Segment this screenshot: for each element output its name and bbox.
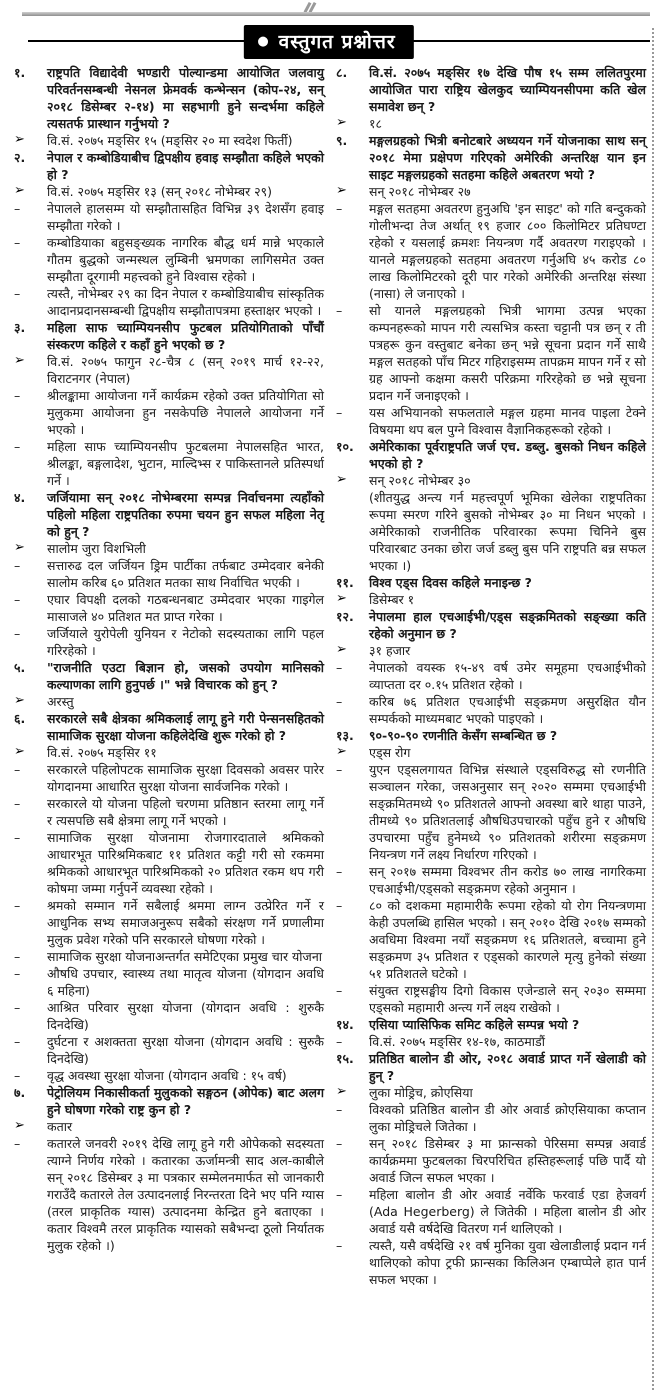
question-row: [14, 1084, 324, 1118]
answer-row: [14, 183, 324, 200]
qa-item: [14, 710, 324, 1084]
dash-marker: –: [336, 1238, 343, 1253]
question-number: १०.: [336, 439, 354, 454]
detail-text: जर्जियाले युरोपेली युनियन र नेटोको सदस्यताका लागि पहल गरिरहेको ।: [47, 626, 324, 658]
detail-text: सत्तारुढ दल जर्जियन ड्रिम पार्टीका तर्फबाट उम्मेदवार बनेकी सालोम करिब ६० प्रतिशत मतका साथ निर्वाचित भएकी ।: [47, 558, 324, 590]
dash-marker: –: [336, 898, 343, 913]
question-number: १५.: [336, 1051, 354, 1066]
detail-row: [336, 302, 646, 404]
dash-marker: –: [14, 762, 21, 777]
detail-text: यस अभियानको सफलताले मङ्गल ग्रहमा मानव पाइला टेक्ने विषयमा थप बल पुग्ने विश्वास वैज्ञानिकहरूको रहेको ।: [369, 405, 646, 437]
question-text: प्रतिष्ठित बालोन डी ओर, २०१८ अवार्ड प्राप्त गर्ने खेलाडी को हुन् ?: [369, 1051, 646, 1083]
detail-row: [14, 387, 324, 438]
question-text: नेपालमा हाल एचआईभी/एड्स सङ्क्रमितको सङ्ख्या कति रहेको अनुमान छ ?: [369, 609, 646, 641]
question-text: "राजनीति एउटा बिज्ञान हो, जसको उपयोग मानिसको कल्याणका लागि हुनुपर्छ ।" भन्ने विचारक को हुन् ?: [47, 660, 324, 692]
question-number: १३.: [336, 728, 354, 743]
question-text: महिला साफ च्याम्पियनसीप फुटबल प्रतियोगिताको पाँचौं संस्करण कहिले र कहाँ हुने भएको छ ?: [47, 320, 324, 352]
question-row: [336, 608, 646, 642]
detail-row: [14, 200, 324, 234]
answer-row: [14, 353, 324, 387]
dash-marker: –: [336, 1034, 343, 1049]
answer-row: [14, 744, 324, 761]
answer-row: [14, 540, 324, 557]
dash-marker: –: [14, 1000, 21, 1015]
dash-marker: –: [14, 439, 21, 454]
question-row: [336, 1050, 646, 1084]
detail-row: [14, 999, 324, 1033]
detail-text: मङ्गल सतहमा अवतरण हुनुअघि 'इन साइट' को गति बन्दुकको गोलीभन्दा तेज अर्थात् १९ हजार ८०० किलोमिटर प्रतिघण्टा रहेको र यसलाई क्रमशः नियन्त्रण गर्दै अवतरण गराइएको । यानले मङ्गलग्रहको सतहमा अवतरण गर्नुअघि ४५ करोड ८० लाख किलोमिटरको दूरी पार गरेको अमेरिकी अन्तरिक्ष संस्था (नासा) ले जनाएको ।: [369, 201, 646, 301]
answer-text: वि.सं. २०७५ मङ्सिर १५ (मङ्सिर २० मा स्वदेश फिर्ती): [47, 133, 293, 148]
question-text: विश्व एड्स दिवस कहिले मनाइन्छ ?: [369, 575, 532, 590]
section-title-banner: [243, 25, 413, 59]
answer-row: [336, 591, 646, 608]
answer-text: वि.सं. २०७५ मङ्सिर १३ (सन् २०१८ नोभेम्बर २९): [47, 184, 273, 199]
answer-text: सन् २०१८ नोभेम्बर ३०: [369, 473, 471, 488]
question-number: ७.: [14, 1085, 26, 1100]
detail-text: त्यस्तै, नोभेम्बर २९ का दिन नेपाल र कम्बोडियाबीच सांस्कृतिक आदानप्रदानसम्बन्धी द्विपक्षीय सम्झौतापत्रमा हस्ताक्षर भएको ।: [47, 286, 324, 318]
dash-marker: –: [14, 235, 21, 250]
answer-text: वि.सं. २०७५ मङ्सिर ११: [47, 745, 157, 760]
question-row: [336, 574, 646, 591]
dash-marker: –: [14, 796, 21, 811]
detail-row: [336, 761, 646, 863]
detail-row: [336, 200, 646, 302]
question-text: वि.सं. २०७५ मङ्सिर १७ देखि पौष १५ सम्म ललितपुरमा आयोजित पारा राष्ट्रिय खेलकुद च्याम्पियनसीपमा कति खेल समावेश छन् ?: [369, 65, 646, 114]
column-left: [14, 64, 324, 1288]
detail-row: [336, 1101, 646, 1135]
question-number: ४.: [14, 490, 26, 505]
answer-pen-icon: ➢: [14, 540, 25, 555]
detail-text: त्यस्तै, यसै वर्षदेखि २१ वर्ष मुनिका युवा खेलाडीलाई प्रदान गर्न थालिएको कोपा ट्रफी फ्रान्सका किलिअन एम्बाप्पेले हात पार्न सफल भएका ।: [369, 1238, 646, 1287]
qa-item: [336, 1050, 646, 1288]
detail-row: [14, 591, 324, 625]
answer-row: [336, 744, 646, 761]
detail-row: [336, 1237, 646, 1288]
answer-pen-icon: ➢: [14, 132, 25, 147]
dash-marker: –: [336, 1136, 343, 1151]
answer-text: सन् २०१८ नोभेम्बर २७: [369, 184, 471, 199]
detail-row: [336, 1135, 646, 1186]
answer-pen-icon: ➢: [336, 642, 347, 657]
question-number: १.: [14, 65, 26, 80]
detail-row: [14, 438, 324, 489]
dash-marker: –: [14, 949, 21, 964]
detail-row: [14, 948, 324, 965]
dash-marker: –: [14, 592, 21, 607]
detail-text: कतारले जनवरी २०१९ देखि लागू हुने गरी ओपेकको सदस्यता त्याग्ने निर्णय गरेको । कतारका ऊर्जामन्त्री साद अल-काबीले सन् २०१८ डिसेम्बर ३ मा पत्रकार सम्मेलनमार्फत सो जानकारी गराउँदै कतारले तेल उत्पादनलाई निरन्तरता दिने भए पनि ग्यास (तरल प्राकृतिक ग्यास) उत्पादनमा केन्द्रित हुने बताएका । कतार विश्वमै तरल प्राकृतिक ग्यासको सबैभन्दा ठूलो निर्यातक मुलुक रहेको ।): [47, 1136, 324, 1253]
detail-row: [14, 285, 324, 319]
question-number: ११.: [336, 575, 354, 590]
dash-marker: –: [336, 864, 343, 879]
question-row: [336, 727, 646, 744]
answer-pen-icon: ➢: [336, 183, 347, 198]
answer-pen-icon: ➢: [14, 353, 25, 368]
detail-text: सरकारले पहिलोपटक सामाजिक सुरक्षा दिवसको अवसर पारेर योगदानमा आधारित सुरक्षा योजना सार्वजनिक गरेको ।: [47, 762, 324, 794]
question-row: [336, 132, 646, 183]
detail-text: वि.सं. २०७५ मङ्सिर १४-१७, काठमाडौं: [369, 1034, 545, 1049]
dash-marker: –: [14, 966, 21, 981]
qa-item: [336, 608, 646, 727]
question-text: मङ्गलग्रहको भित्री बनोटबारे अध्ययन गर्ने योजनाका साथ सन् २०१८ मेमा प्रक्षेपण गरिएको अमेरिकी अन्तरिक्ष यान इन साइट मङ्गलग्रहको सतहमा कहिले अबतरण भयो ?: [369, 133, 646, 182]
detail-row: [336, 1033, 646, 1050]
detail-row: [336, 897, 646, 982]
detail-row: [14, 1067, 324, 1084]
question-text: जर्जियामा सन् २०१८ नोभेम्बरमा सम्पन्न निर्वाचनमा त्यहाँको पहिलो महिला राष्ट्रपतिका रुपमा चयन हुन सफल महिला नेतृ को हुन् ?: [47, 490, 324, 539]
dash-marker: –: [336, 1102, 343, 1117]
detail-row: [14, 795, 324, 829]
dash-marker: –: [336, 1187, 343, 1202]
answer-row: [14, 1118, 324, 1135]
answer-text: वि.सं. २०७५ फागुन २८-चैत्र ८ (सन् २०१९ मार्च १२-२२, विराटनगर (नेपाल): [47, 354, 324, 386]
detail-text: संयुक्त राष्ट्रसङ्घीय दिगो विकास एजेन्डाले सन् २०३० सम्ममा एड्सको महामारी अन्त्य गर्ने लक्ष्य राखेको ।: [369, 983, 646, 1015]
detail-text: सामाजिक सुरक्षा योजनामा रोजगारदाताले श्रमिकको आधारभूत पारिश्रमिकबाट ११ प्रतिशत कट्टी गरी सो रकममा श्रमिकको आधारभूत पारिश्रमिकको २० प्रतिशत रकम थप गरी कोषमा जम्मा गर्नुपर्ने व्यवस्था रहेको ।: [47, 830, 324, 896]
question-text: ९०-९०-९० रणनीति केसँग सम्बन्धित छ ?: [369, 728, 558, 743]
qa-item: [336, 64, 646, 132]
detail-text: दुर्घटना र अशक्तता सुरक्षा योजना (योगदान अवधि : सुरुकै दिनदेखि): [47, 1034, 324, 1066]
page-title: वस्तुगत प्रश्नोत्तर: [278, 31, 396, 53]
detail-row: [14, 234, 324, 285]
answer-text: कतार: [47, 1119, 73, 1134]
question-number: ३.: [14, 320, 26, 335]
detail-text: आश्रित परिवार सुरक्षा योजना (योगदान अवधि : शुरुकै दिनदेखि): [47, 1000, 324, 1032]
column-right: [336, 64, 646, 1288]
detail-text: करिब ७६ प्रतिशत एचआईभी सङ्क्रमण असुरक्षित यौन सम्पर्कको माध्यमबाट भएको पाइएको ।: [369, 694, 646, 726]
detail-row: [14, 829, 324, 897]
detail-text: (शीतयुद्ध अन्त्य गर्न महत्त्वपूर्ण भूमिका खेलेका राष्ट्रपतिका रूपमा स्मरण गरिने बुसको नोभेम्बर ३० मा निधन भएको । अमेरिकाको राजनीतिक परिवारका रूपमा चिनिने बुस परिवारबाट उनका छोरा जर्ज डब्लु बुस पनि राष्ट्रपति बन्न सफल भएका ।): [369, 490, 646, 573]
detail-row: [336, 982, 646, 1016]
answer-pen-icon: ➢: [336, 472, 347, 487]
answer-text: लुका मोड्रिच, क्रोएसिया: [369, 1085, 473, 1100]
detail-text: ८० को दशकमा महामारीकै रूपमा रहेको यो रोग नियन्त्रणमा केही उपलब्धि हासिल भएको । सन् २०१० देखि २०१७ सम्मको अवधिमा विश्वमा नयाँ सङ्क्रमण १६ प्रतिशतले, बच्चामा हुने सङ्क्रमण ३५ प्रतिशत र एड्सको कारणले मृत्यु हुनेको संख्या ५१ प्रतिशतले घटेको ।: [369, 898, 646, 981]
dash-marker: –: [336, 983, 343, 998]
detail-row: [14, 897, 324, 948]
qa-item: [336, 132, 646, 438]
question-text: राष्ट्रपति विद्यादेवी भण्डारी पोल्यान्डमा आयोजित जलवायु परिवर्तनसम्बन्धी नेसनल फ्रेमवर्क कन्भेन्सन (कोप-२४, सन् २०१८ डिसेम्बर २-१४) मा सहभागी हुने सन्दर्भमा कहिले त्यसतर्फ प्रास्थान गर्नुभयो ?: [47, 65, 324, 131]
answer-row: [336, 472, 646, 489]
detail-text: औषधि उपचार, स्वास्थ्य तथा मातृत्व योजना (योगदान अवधि ६ महिना): [47, 966, 324, 998]
question-row: [336, 1016, 646, 1033]
detail-text: सरकारले यो योजना पहिलो चरणमा प्रतिष्ठान स्तरमा लागू गर्ने र त्यसपछि सबै क्षेत्रमा लागू गर्ने भएको ।: [47, 796, 324, 828]
question-text: पेट्रोलियम निकासीकर्ता मुलुकको सङ्गठन (ओपेक) बाट अलग हुने घोषणा गरेको राष्ट्र कुन हो ?: [47, 1085, 324, 1117]
question-row: [14, 319, 324, 353]
answer-pen-icon: ➢: [336, 744, 347, 759]
answer-pen-icon: ➢: [14, 693, 25, 708]
answer-text: एड्स रोग: [369, 745, 411, 760]
answer-pen-icon: ➢: [336, 115, 347, 130]
page-top-corner-mark: [306, 0, 324, 10]
question-text: अमेरिकाका पूर्वराष्ट्रपति जर्ज एच. डब्लु. बुसको निधन कहिले भएको हो ?: [369, 439, 646, 471]
answer-row: [14, 693, 324, 710]
question-text: नेपाल र कम्बोडियाबीच द्विपक्षीय हवाइ सम्झौता कहिले भएको हो ?: [47, 150, 324, 182]
detail-text: श्रीलङ्कामा आयोजना गर्ने कार्यक्रम रहेको उक्त प्रतियोगिता सो मुलुकमा आयोजना हुन नसकेपछि नेपालले आयोजना गर्ने भएको ।: [47, 388, 324, 437]
dash-marker: –: [336, 303, 343, 318]
detail-row: [336, 489, 646, 574]
question-number: ९.: [336, 133, 348, 148]
detail-row: [14, 625, 324, 659]
dash-marker: –: [14, 1034, 21, 1049]
answer-pen-icon: ➢: [14, 744, 25, 759]
question-row: [14, 489, 324, 540]
top-gray-rule: [22, 12, 650, 16]
qa-item: [14, 1084, 324, 1254]
dash-marker: –: [14, 388, 21, 403]
dash-marker: –: [14, 558, 21, 573]
detail-text: सन् २०१८ डिसेम्बर ३ मा फ्रान्सको पेरिसमा सम्पन्न अवार्ड कार्यक्रममा फुटबलका चिरपरिचित हस्तिहरूलाई पछि पार्दै यो अवार्ड जित्न सफल भएका ।: [369, 1136, 646, 1185]
detail-text: कम्बोडियाका बहुसङ्ख्यक नागरिक बौद्ध धर्म मान्ने भएकाले गौतम बुद्धको जन्मस्थल लुम्बिनी भ्रमणका लागिसमेत उक्त सम्झौता दूरगामी महत्त्वको हुने विश्वास रहेको ।: [47, 235, 324, 284]
detail-text: एघार विपक्षी दलको गठबन्धनबाट उम्मेदवार भएका गाइगेल मासाजले ४० प्रतिशत मत प्राप्त गरेका ।: [47, 592, 324, 624]
detail-row: [336, 693, 646, 727]
answer-pen-icon: ➢: [336, 1084, 347, 1099]
question-row: [14, 659, 324, 693]
answer-text: १८: [369, 116, 383, 131]
detail-row: [336, 404, 646, 438]
detail-row: [14, 761, 324, 795]
dash-marker: –: [14, 201, 21, 216]
qa-item: [14, 319, 324, 489]
dash-marker: –: [14, 830, 21, 845]
answer-pen-icon: ➢: [336, 591, 347, 606]
qa-item: [14, 149, 324, 319]
detail-text: सामाजिक सुरक्षा योजनाअन्तर्गत समेटिएका प्रमुख चार योजना: [47, 949, 322, 964]
answer-text: ३१ हजार: [369, 643, 411, 658]
answer-row: [336, 183, 646, 200]
detail-row: [336, 1186, 646, 1237]
question-text: एसिया प्यासिफिक समिट कहिले सम्पन्न भयो ?: [369, 1017, 580, 1032]
qa-item: [14, 64, 324, 149]
answer-pen-icon: ➢: [14, 1118, 25, 1133]
answer-row: [336, 1084, 646, 1101]
qa-item: [336, 438, 646, 574]
detail-row: [14, 1033, 324, 1067]
question-number: ५.: [14, 660, 26, 675]
dash-marker: –: [14, 1068, 21, 1083]
dash-marker: –: [14, 286, 21, 301]
detail-text: महिला बालोन डी ओर अवार्ड नर्वेकि फरवार्ड एडा हेजवर्ग (Ada Hegerberg) ले जितेकी । महिला बालोन डी ओर अवार्ड यसै वर्षदेखि वितरण गर्न थालिएको ।: [369, 1187, 646, 1236]
answer-text: सालोम जुरा विशभिली: [47, 541, 146, 556]
dash-marker: –: [14, 626, 21, 641]
bullet-icon: ●: [257, 33, 270, 49]
dash-marker: –: [336, 201, 343, 216]
question-row: [14, 149, 324, 183]
detail-text: नेपालको वयस्क १५-४९ वर्ष उमेर समूहमा एचआईभीको व्याप्तता दर ०.१५ प्रतिशत रहेको ।: [369, 660, 646, 692]
question-row: [14, 710, 324, 744]
dash-marker: –: [336, 694, 343, 709]
detail-text: सन् २०१७ सम्ममा विश्वभर तीन करोड ७० लाख नागरिकमा एचआईभी/एड्सको सङ्क्रमण रहेको अनुमान ।: [369, 864, 646, 896]
detail-row: [14, 1135, 324, 1254]
answer-row: [336, 115, 646, 132]
detail-text: नेपालले हालसम्म यो सम्झौतासहित विभिन्न ३९ देशसँग हवाइ सम्झौता गरेको ।: [47, 201, 324, 233]
qa-item: [336, 1016, 646, 1050]
qa-item: [336, 727, 646, 1016]
detail-row: [336, 659, 646, 693]
qa-item: [336, 574, 646, 608]
answer-row: [336, 642, 646, 659]
detail-text: सो यानले मङ्गलग्रहको भित्री भागमा उत्पन्न भएका कम्पनहरूको मापन गरी त्यसभित्र कस्ता चट्टानी पत्र छन् र ती पत्रहरू कुन वस्तुबाट बनेका छन् भन्ने सूचना प्रदान गर्ने साथै मङ्गल सतहको पाँच मिटर गहिराइसम्म तापक्रम मापन गर्ने र सो ग्रह आफ्नो कक्षमा कसरी परिक्रमा गरिरहेको छ भन्ने सूचना प्रदान गर्ने जनाइएको ।: [369, 303, 646, 403]
detail-row: [14, 557, 324, 591]
two-column-content: [14, 64, 646, 1288]
question-number: ६.: [14, 711, 26, 726]
right-dotted-border: [652, 28, 654, 1390]
qa-item: [14, 659, 324, 710]
answer-text: अरस्तु: [47, 694, 74, 709]
question-number: १४.: [336, 1017, 354, 1032]
question-row: [14, 64, 324, 132]
question-text: सरकारले सबै क्षेत्रका श्रमिकलाई लागू हुने गरी पेन्सनसहितको सामाजिक सुरक्षा योजना कहिलेदेखि शुरू गरेको हो ?: [47, 711, 324, 743]
detail-text: युएन एड्सलगायत विभिन्न संस्थाले एड्सविरुद्ध सो रणनीति सञ्चालन गरेका, जसअनुसार सन् २०२० सम्ममा एचआईभी सङ्क्रमितमध्ये ९० प्रतिशतले आफ्नो अवस्था बारे थाहा पाउने, तीमध्ये ९० प्रतिशतलाई औषधिउपचारको पहुँच हुने र औषधि उपचारमा पहुँच हुनेमध्ये ९० प्रतिशतको शरीरमा सङ्क्रमण नियन्त्रण गर्ने लक्ष्य निर्धारण गरिएको ।: [369, 762, 646, 862]
detail-text: श्रमको सम्मान गर्ने सबैलाई श्रममा लाग्न उत्प्रेरित गर्ने र आधुनिक सभ्य समाजअनुरूप सबैको संरक्षण गर्ने प्रणालीमा मुलुक प्रवेश गरेको पनि सरकारले घोषणा गरेको ।: [47, 898, 324, 947]
question-number: २.: [14, 150, 26, 165]
detail-text: वृद्ध अवस्था सुरक्षा योजना (योगदान अवधि : १५ वर्ष): [47, 1068, 287, 1083]
answer-row: [14, 132, 324, 149]
detail-text: विश्वको प्रतिष्ठित बालोन डी ओर अवार्ड क्रोएसियाका कप्तान लुका मोड्रिचले जितेका ।: [369, 1102, 646, 1134]
dash-marker: –: [336, 762, 343, 777]
detail-text: महिला साफ च्याम्पियनसीप फुटबलमा नेपालसहित भारत, श्रीलङ्का, बङ्गलादेश, भुटान, माल्दिभ्स र पाकिस्तानले प्रतिस्पर्धा गर्ने ।: [47, 439, 324, 488]
question-number: १२.: [336, 609, 354, 624]
qa-item: [14, 489, 324, 659]
detail-row: [336, 863, 646, 897]
question-number: ८.: [336, 65, 348, 80]
dash-marker: –: [14, 898, 21, 913]
dash-marker: –: [336, 660, 343, 675]
dash-marker: –: [336, 405, 343, 420]
detail-row: [14, 965, 324, 999]
question-row: [336, 438, 646, 472]
question-row: [336, 64, 646, 115]
dash-marker: –: [14, 1136, 21, 1151]
answer-pen-icon: ➢: [14, 183, 25, 198]
answer-text: डिसेम्बर १: [369, 592, 415, 607]
